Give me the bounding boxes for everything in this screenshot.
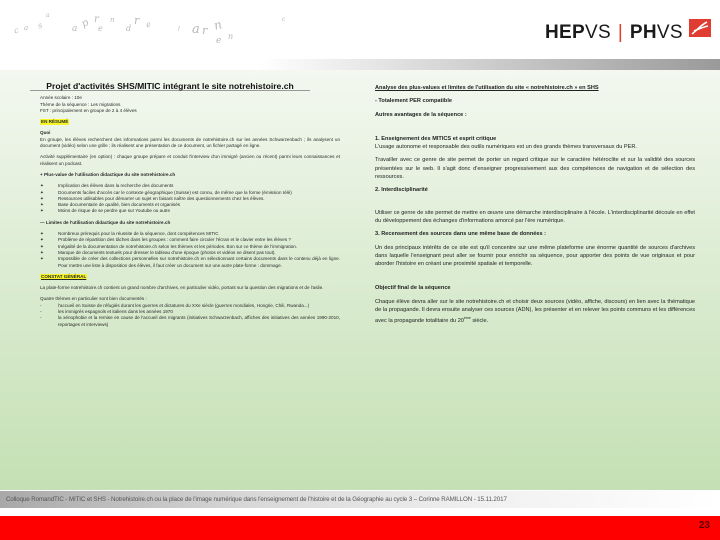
quoi-text: En groupe, les élèves recherchent des informations parmi les documents de notrehistoire.ch sur les années Schwarzenbach ; ils analysent un document (vidéo) selon une grille ; ils réalisent une présentation de ce document, un fichier partagé en ligne. [40,136,340,149]
section-1-para-1: L'usage autonome et responsable des outils numériques est un des grands thèmes transversaux du PER. [375,144,637,151]
summary-label: EN RÉSUMÉ [41,119,69,125]
objective-heading: Objectif final de la séquence [375,285,451,292]
left-document [40,80,340,328]
left-title: Projet d'activités SHS/MITIC intégrant le site notrehistoire.ch [30,83,310,91]
quoi-label: Quoi [40,130,51,136]
list-item: ✦ Ressources utilisables pour démarrer un sujet en faisant naître des questionnements chez les élèves. [40,195,265,201]
plus-heading: + Plus-value de l'utilisation didactique du site notrehistoire.ch [40,171,176,177]
section-2-heading: 2. Interdisciplinarité [375,187,428,194]
logo-separator: | [617,22,623,43]
list-item: - les immigrés espagnols et italiens dans les années 1970 [40,309,173,315]
list-item: ✦ Base documentaire de qualité, bien documents et organisés [40,202,181,208]
section-3-para-1: Un des principaux intérêts de ce site est qu'il concentre sur une même plateforme une énorme quantité de sources d'archives dans laquelle l'enseignant peut aller se fournir pour enrichir sa séquence, pour apporter des points de vue originaux et pour aborder l'histoire en créant une proximité spatiale et temporelle. [375,244,695,268]
footer-citation: Colloque RomandTIC - MITIC et SHS - Notrehistoire.ch ou la place de l'image numérique dans l'enseignement de l'histoire et de la Géographie au cycle 3 – Corinne RAMILLON - 15.11.2017 [6,496,507,503]
list-item: ✦ Problème de répartition des tâches dans les groupes : comment faire circuler l'écran et le clavier entre les élèves ? [40,237,291,243]
themes-intro: Quatre thèmes en particulier sont bien documentés : [40,296,147,302]
section-3-heading: 3. Recensement des sources dans une même base de données : [375,231,546,238]
slide-content [0,70,720,490]
advantages-heading: Autres avantages de la séquence : [375,111,467,118]
footer-red-band [0,516,720,540]
list-item: ✦ Manque de documents textuels pour dresser le tableau d'une époque (photos et vidéos ne disent pas tout). [40,249,276,255]
meta-fst: FST : principalement en groupe de 2 à 4 élèves [40,107,137,113]
list-item: ✦ Inégalité de la documentation de notrehistoire.ch selon les thèmes et les périodes. Bon sur ce thème de l'immigration. [40,243,298,249]
footer-divider [0,508,720,516]
themes-list [40,303,340,328]
logo-hepvs: HEPVS [545,22,611,43]
page-number: 23 [698,520,710,531]
minus-list [40,231,340,269]
section-2-para-1: Utiliser ce genre de site permet de mettre en œuvre une démarche interdisciplinaire à l'école. L'interdisciplinarité découle en effet du développement des échanges d'informations amorcé par l'ère numérique. [375,209,695,224]
minus-heading: — Limites de l'utilisation didactique du site notrehistoire.ch [40,219,171,225]
constat-label: CONSTAT GÉNÉRAL [41,273,87,279]
meta-theme: Thème de la séquence : Les migrations [40,101,121,107]
constat-text: La plate-forme notrehistoire.ch contient un grand nombre d'archives, en particulier vidéo, portant sur la question des migrations et de l'asile. [40,285,324,291]
right-document [375,80,695,326]
logo-wing-icon [689,19,711,37]
meta-year: Année scolaire : 10e [40,95,82,101]
section-1-para-2: Travailler avec ce genre de site permet de porter un regard critique sur le caractère hétéroclite et sur la validité des sources présentées sur le web. Il s'agit donc d'enseigner progressivement aux des compétences de navigation et de sélection des ressources. [375,157,695,181]
per-line: - Totalement PER compatible [375,98,453,105]
right-title: Analyse des plus-values et limites de l'utilisation du site « notrehistoire.ch » en SHS [375,85,599,91]
section-1-heading: 1. Enseignement des MITICS et esprit critique [375,135,497,142]
list-item: ✦ Moins de risque de se perdre que sur Youtube ou autre [40,208,171,214]
activity-text: Activité supplémentaire (en option) : chaque groupe prépare et conduit l'interview d'un immigré (ancien ou récent) parmi leurs connaissances et réalisent un podcast. [40,154,340,166]
objective-text: Chaque élève devra aller sur le site notrehistoire.ch et choisir deux sources (vidéo, affiche, discours) en lien avec la thématique de la propagande. Il devra ensuite analyser ces sources (ADN), les présenter et en relever les points communs et les différences avec la propagande totalitaire du 20ème siècle. [375,298,695,325]
list-item: ✦ Documents faciles d'accès car le contexte géographique (Suisse) est connu, de même que la forme (émission télé) [40,189,292,195]
list-item: - l'accueil en Suisse de réfugiés durant les guerres et dictatures du XXe siècle (guerres mondiales, Hongrie, Chili, Rwanda...) [40,302,310,308]
hepvs-phvs-logo [545,22,711,44]
list-item: ✦ Impossible de créer des collections personnelles sur notrehistoire.ch en sélectionnant certains documents dans le contenu déjà en ligne. Pour mettre une liste à disposition des élèves, il faut créer un document sur une autre plate-forme : dommage. [40,256,340,268]
decorative-letters: c a s a a p r e n d r e l a r n e n c [12,12,286,46]
list-item: ✦ Implication des élèves dans la recherche des documents [40,183,174,189]
list-item: ✦ Nombreux prérequis pour la réussite de la séquence, dont compétences MITIC [40,231,219,237]
logo-phvs: PHVS [629,22,683,43]
list-item: - la xénophobie et la remise en cause de l'accueil des migrants (initiatives Schwarzenbach, affiches des initiatives des années 1990-2010, reportages et interviews) [40,315,340,327]
plus-list [40,183,340,214]
